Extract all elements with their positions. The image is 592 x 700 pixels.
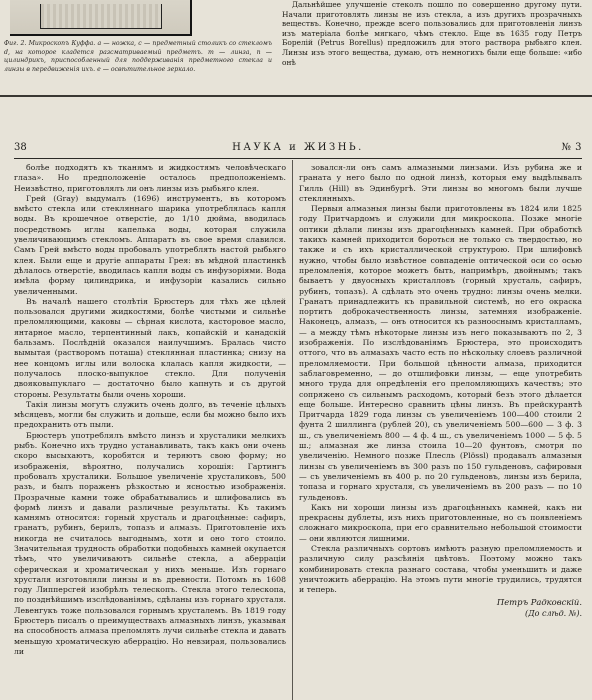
journal-title: НАУКА и ЖИЗНЬ. <box>232 142 364 153</box>
right-column <box>299 163 582 620</box>
figure-caption: Фиг. 2. Микроскопъ Куффа. а — ножка, с — предметный столикъ со стекломъ d, на которое кладется разсматриваемый предметъ. m — линза, n — цилиндрикъ, приспособленный для поддерживанія предметного стекла и линзы в передвиженія ихъ. e — освѣтительное зеркало. <box>4 40 272 73</box>
header-rule <box>14 158 582 159</box>
column-separator <box>292 160 293 700</box>
page-divider <box>0 95 592 97</box>
continuation-note: (До слѣд. №). <box>524 609 582 619</box>
paragraph: Такія линзы могутъ служить очень долго, въ теченіе цѣлыхъ мѣсяцевъ, могли бы служить и дольше, если бы можно было ихъ предохранить отъ пыли. <box>14 399 286 430</box>
author-signature: Петръ Радковскій. <box>496 597 582 608</box>
paragraph: Первыя алмазныя линзы были приготовлены въ 1824 или 1825 году Притчардомъ и служили для микроскопа. Позже многіе оптики дѣлали линзы изъ драгоцѣнныхъ камней. При обработкѣ такихъ камней приходится бороться не только съ твердостью, но также и съ ихъ кристаллической структурою. При шлифовкѣ нужно, чтобы было извѣстное совпаденіе оптической оси со осью преломленія, которое можетъ быть, напримѣръ, двойнымъ; такъ бываетъ у двуосныхъ кристалловъ (горный хрусталь, сафиръ, рубинъ, топазъ). А сдѣлать это очень трудно: линзы очень мелки. Гранатъ принадлежитъ къ правильной системѣ, но его окраска портитъ доброкачественность линзы, затемняя изображеніе. Наконецъ, алмазъ, — онъ относится къ разнооснымъ кристалламъ, — а между тѣмъ нѣкоторые линзы изъ него показываютъ по 2, 3 изображенія. По изслѣдованіямъ Брюстера, это происходитъ оттого, что въ алмазахъ часто есть по нѣскольку слоевъ различной преломляемости. При большой цѣнности алмаза, приходится заблаговременно, — до отшлифовки линзы, — еще употребить много труда для опредѣленія его преломляющихъ качествъ; это сопряжено съ сильнымъ расходомъ, который безъ этого дѣлается еще больше. Интересно сравнить цѣны линзъ. Въ прейскурантѣ Притчарда 1829 года линзы съ увеличеніемъ 100—400 стоили 2 фунта 2 шиллинга (рублей 20), съ увеличеніемъ 500—600 — 3 ф. 3 ш., съ увеличеніемъ 800 — 4 ф. 4 ш., съ увеличеніемъ 1000 — 5 ф. 5 ш.; алмазная же линза стоила 10—20 фунтовъ, смотря по увеличенію. Немного позже Плесль (Plössl) продавалъ алмазныя линзы съ увеличеніемъ въ 300 разъ по 150 гульденовъ, сафировыя — съ увеличеніемъ въ 400 р. по 20 гульденовъ, линзы изъ берила, топаза и горнаго хрусталя, съ увеличеніемъ въ 200 разъ — по 10 гульденовъ. <box>299 204 582 502</box>
paragraph: Брюстеръ употреблялъ вмѣсто линзъ и хрусталики мелкихъ рыбъ. Конечно ихъ трудно устанавливать, такъ какъ они очень скоро высыхаютъ, коробятся и теряютъ свою форму; но изображенія, вѣроятно, получались хорошія: Гартингъ пробовалъ хрусталики. Большое увеличеніе хрусталиковъ, 500 разъ, и былъ пораженъ рѣзкостью и ясностью изображенія. Прозрачные камни тоже обрабатывались и шлифовались въ формѣ линзъ и давали различные результаты. Къ такимъ камнямъ относятся: горный хрусталь и драгоцѣнные: сафиръ, гранатъ, рубинъ, берилъ, топазъ и алмазъ. Приготовленіе ихъ никогда не считалось выгоднымъ, хотя и оно того стоило. Значительная трудность обработки подобныхъ камней окупается тѣмъ, что увеличиваютъ сильнѣе стекла, а аберраціи сферическая и хроматическая у нихъ меньше. Изъ горнаго хрусталя изготовляли линзы и въ древности. Потомъ въ 1608 году Липперсгей изобрѣлъ телескопъ. Стекла этого телескопа, по позднѣйшимъ изслѣдованіямъ, сдѣланы изъ горнаго хрусталя. Левенгукъ тоже пользовался горнымъ хрусталемъ. Въ 1819 году Брюстеръ писалъ о преимуществахъ алмазныхъ линзъ, указывая на способность алмаза преломлять лучи сильнѣе стекла и давать меньшую хроматическую аберрацію. Но невзирая, пользовались ли <box>14 430 286 656</box>
paragraph: зовался-ли онъ самъ алмазными линзами. Изъ рубина же и граната у него было по одной линзѣ, которыя ему выдѣлывалъ Гилль (Hill) въ Эдинбургѣ. Эти линзы во многомъ были лучше стеклянныхъ. <box>299 163 582 203</box>
page-number: 38 <box>14 142 27 153</box>
paragraph: Грей (Gray) выдумалъ (1696) инструментъ, въ которомъ вмѣсто стекла или стекляннаго шарика употреблялась капля воды. Въ крошечное отверстіе, до 1/10 дюйма, вводилась посредствомъ иглы капелька воды, которая служила увеличивающимъ стекломъ. Аппаратъ въ свое время славился. Самъ Грей вмѣсто воды пробовалъ употреблять настой рыбьяго клея. Были еще и другіе аппараты Грея: въ мѣдной пластинкѣ дѣлалось отверстіе, вводилась капля воды съ инфузоріями. Вода имѣла форму цилиндрика, и инфузоріи казались сильно увеличенными. <box>14 193 286 296</box>
fragment-paragraph: Дальнѣйшее улучшеніе стеколъ пошло по совершенно другому пути. Начали приготовлять линзы не изъ стекла, а изъ другихъ прозрачныхъ веществъ. Конечно, прежде всего пользовались для приготовленія линзъ изъ матеріала болѣе мягкаго, чѣмъ стекло. Еще въ 1635 году Петръ Борелій (Petrus Borellus) предложилъ для этого раствора рыбьяго клея. Линзы изъ этого вещества, думаю, отъ немногихъ были еще больше: «ибо онѣ <box>282 0 582 67</box>
figure-stage-drawing <box>40 4 162 29</box>
paragraph: Стекла различныхъ сортовъ имѣютъ разную преломляемость и различную силу разсѣянія цвѣтовъ. Поэтому можно такъ комбинировать стекла разнаго состава, чтобы уменьшить и даже уничтожить аберрацію. На этомъ пути многіе трудились, трудятся и теперь. <box>299 543 582 595</box>
paragraph: болѣе подходятъ къ тканямъ и жидкостямъ человѣческаго глаза». Но предположеніе осталось предположеніемъ. Неизвѣстно, приготовлялъ ли онъ линзы изъ рыбьяго клея. <box>14 163 286 193</box>
paragraph: Въ началѣ нашего столѣтія Брюстеръ для тѣхъ же цѣлей пользовался другими жидкостями, болѣе чистыми и сильнѣе преломляющими, каковы — сѣрная кислота, касторовое масло, янтарное масло, терпентинный лакъ, копайскій и канадскій бальзамъ. Послѣдній оказался наилучшимъ. Бралась чисто вымытая (растворомъ поташа) стеклянная пластинка; снизу на нее концомъ иглы или волоска клалась капля жидкости, — получалось плоско-выпуклое стекло. Для полученія двояковыпуклаго — достаточно было капнуть и съ другой стороны. Результаты были очень хороши. <box>14 296 286 399</box>
running-head <box>14 142 582 158</box>
left-column <box>14 163 286 657</box>
issue-number: № 3 <box>561 142 582 153</box>
microscope-figure-bottom <box>10 0 192 36</box>
fragment-text <box>282 0 582 67</box>
paragraph: Какъ ни хороши линзы изъ драгоцѣнныхъ камней, какъ ни прекрасны дублеты, изъ нихъ приготовленные, но съ появленіемъ сложнаго микроскопа, при его сравнительно небольшой стоимости — они являются лишними. <box>299 502 582 543</box>
previous-page-fragment <box>0 0 592 92</box>
